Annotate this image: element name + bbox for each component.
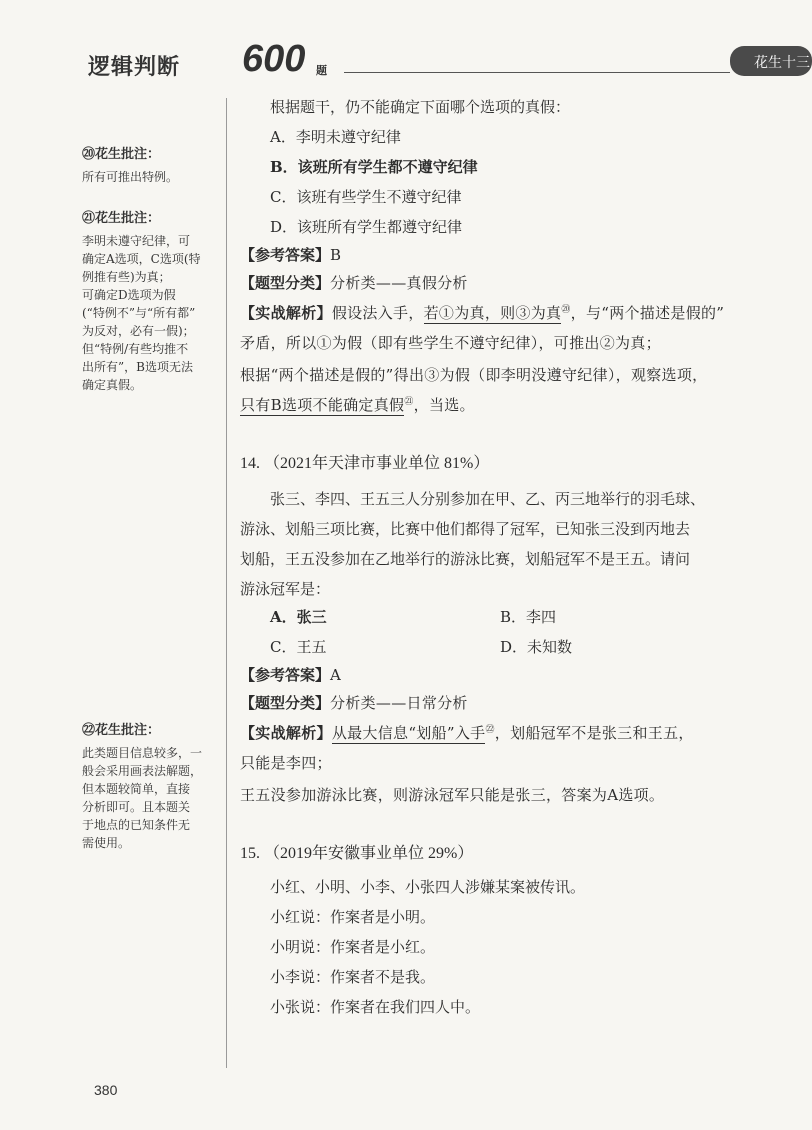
q13-answer [240, 244, 341, 265]
q15-line: 小张说：作案者在我们四人中。 [270, 998, 481, 1016]
q13-option-a: A．李明未遵守纪律 [270, 128, 401, 146]
answer-label: 【参考答案】 [240, 666, 331, 684]
margin-divider [226, 98, 227, 1068]
q13-stem: 根据题干，仍不能确定下面哪个选项的真假： [270, 98, 571, 116]
page-header [82, 36, 810, 86]
sidenote-body: 此类题目信息较多，一 般会采用画表法解题， 但本题较简单，直接 分析即可。且本题关 于地点的已知条件无 需使用。 [82, 746, 203, 850]
type-value: 分析类——日常分析 [330, 694, 468, 712]
q13-analysis-line1 [240, 302, 724, 323]
q14-option-b: B．李四 [500, 608, 557, 626]
q13-analysis-line2: 矛盾，所以①为假（即有些学生不遵守纪律），可推出②为真； [240, 334, 661, 352]
footnote-ref: ㉒ [485, 725, 495, 735]
q14-title: 14. （2021年天津市事业单位 81%） [240, 455, 490, 472]
header-rule [344, 72, 730, 73]
book-suffix: 题 [316, 64, 327, 77]
answer-value: A [330, 666, 341, 684]
sidenote-title: ⑳花生批注： [82, 147, 161, 162]
q14-analysis-line3: 王五没参加游泳比赛，则游泳冠军只能是张三，答案为A选项。 [240, 786, 665, 804]
analysis-text: ，当选。 [413, 396, 475, 414]
footnote-ref: ⑳ [561, 305, 571, 315]
q13-option-d: D．该班所有学生都遵守纪律 [270, 218, 463, 236]
q14-analysis-line2: 只能是李四； [240, 754, 332, 772]
analysis-text: ，与“两个描述是假的” [570, 304, 725, 322]
q13-option-b: B．该班所有学生都不遵守纪律 [270, 158, 478, 176]
q13-option-c: C．该班有些学生不遵守纪律 [270, 188, 462, 206]
analysis-underline: 若①为真，则③为真 [423, 304, 562, 322]
answer-label: 【参考答案】 [240, 246, 331, 264]
page-number: 380 [94, 1082, 118, 1098]
sidenote-title: ㉒花生批注： [82, 723, 161, 738]
q14-option-a: A．张三 [270, 608, 327, 626]
q14-option-c: C．王五 [270, 638, 327, 656]
type-label: 【题型分类】 [240, 274, 331, 292]
type-label: 【题型分类】 [240, 694, 331, 712]
q14-stem-line: 划船，王五没参加在乙地举行的游泳比赛，划船冠军不是王五。请问 [240, 550, 691, 568]
q13-analysis-line4 [240, 394, 475, 415]
footnote-ref: ㉑ [404, 397, 414, 407]
sidenote-body: 所有可推出特例。 [82, 170, 179, 184]
q15-line: 小红、小明、小李、小张四人涉嫌某案被传讯。 [270, 878, 586, 896]
answer-value: B [330, 246, 342, 264]
type-value: 分析类——真假分析 [330, 274, 468, 292]
sidenote-20 [82, 146, 222, 186]
sidenote-title: ㉑花生批注： [82, 211, 161, 226]
book-number: 600 [242, 38, 306, 80]
q14-stem-line: 游泳冠军是： [240, 580, 331, 598]
sidenote-body: 李明未遵守纪律，可 确定A选项，C选项(特 例推有些)为真； 可确定D选项为假 (“特例不”与“所有都” 为反对，必有一假)； 但“特例/有些均推不 出所有”，B选项无法 确定真假。 [82, 234, 201, 392]
q15-line: 小红说：作案者是小明。 [270, 908, 436, 926]
q15-line: 小明说：作案者是小红。 [270, 938, 436, 956]
q14-stem-line: 张三、李四、王五三人分别参加在甲、乙、丙三地举行的羽毛球、 [270, 490, 706, 508]
analysis-underline: 从最大信息“划船”入手 [331, 724, 486, 742]
q14-answer [240, 664, 341, 685]
q13-type [240, 272, 468, 293]
analysis-underline: 只有B选项不能确定真假 [240, 396, 405, 414]
q14-option-d: D．未知数 [500, 638, 573, 656]
brand-badge [730, 46, 812, 76]
analysis-label: 【实战解析】 [240, 304, 332, 322]
brand-text: 花生十三 [754, 55, 810, 71]
q13-analysis-line3: 根据“两个描述是假的”得出③为假（即李明没遵守纪律），观察选项， [240, 366, 708, 384]
q14-type [240, 692, 468, 713]
analysis-label: 【实战解析】 [240, 724, 332, 742]
book-title: 逻辑判断 [88, 55, 181, 80]
q15-line: 小李说：作案者不是我。 [270, 968, 436, 986]
sidenote-22 [82, 722, 222, 852]
sidenote-21 [82, 210, 222, 394]
analysis-text: ，划船冠军不是张三和王五， [494, 724, 694, 742]
q14-stem-line: 游泳、划船三项比赛，比赛中他们都得了冠军，已知张三没到丙地去 [240, 520, 691, 538]
q14-analysis-line1 [240, 722, 694, 743]
q15-title: 15. （2019年安徽事业单位 29%） [240, 845, 474, 862]
analysis-text: 假设法入手， [331, 304, 424, 322]
